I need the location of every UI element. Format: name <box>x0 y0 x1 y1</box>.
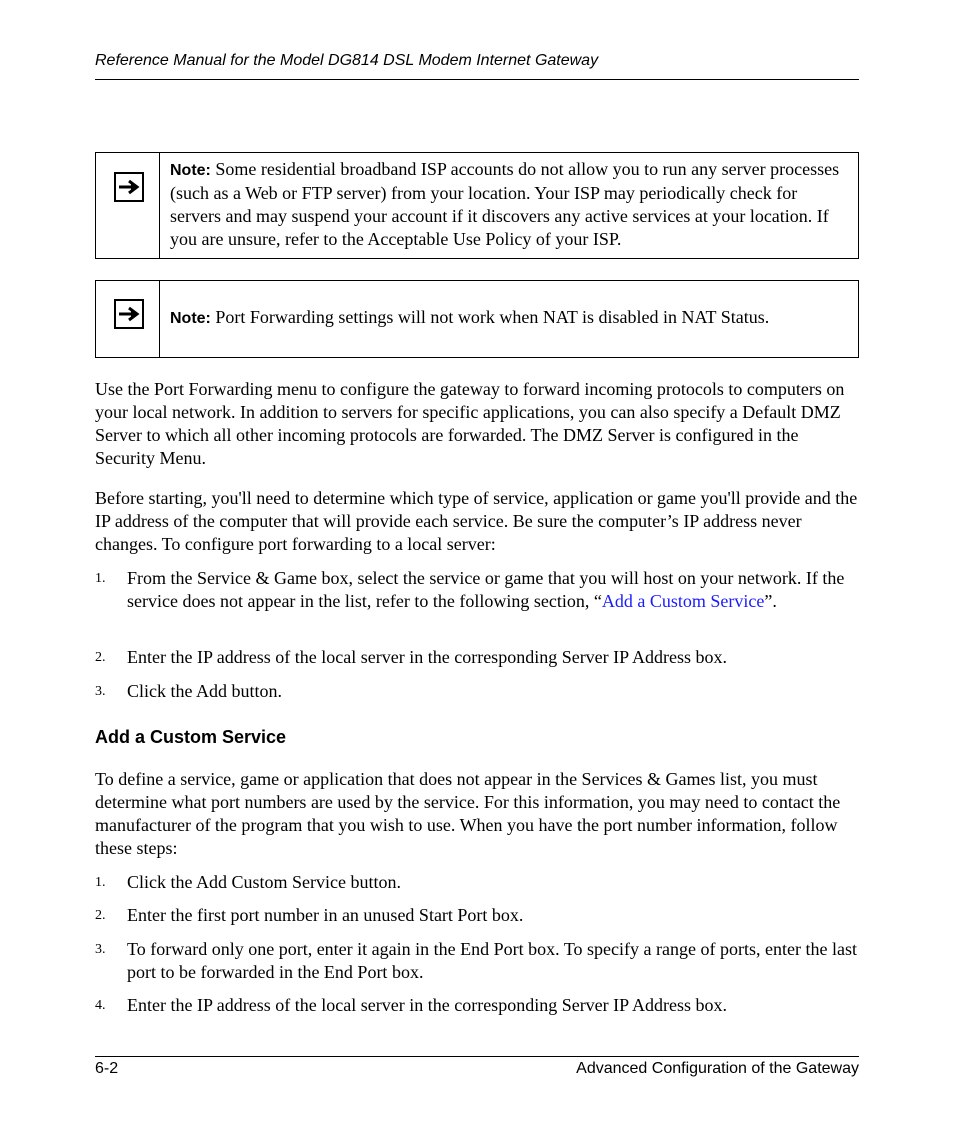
note-text <box>160 281 777 357</box>
step-item <box>95 994 859 1017</box>
step-number: 2. <box>95 650 106 665</box>
note-icon-cell <box>96 153 160 258</box>
step-item <box>95 646 859 669</box>
chapter-title: Advanced Configuration of the Gateway <box>576 1060 859 1077</box>
arrow-right-icon <box>114 299 144 329</box>
step-text <box>127 567 859 613</box>
running-header: Reference Manual for the Model DG814 DSL Modem Internet Gateway <box>95 52 599 69</box>
step-number: 3. <box>95 684 106 699</box>
note-text <box>160 153 858 258</box>
step-text: Click the Add button. <box>127 681 282 701</box>
step-text: Click the Add Custom Service button. <box>127 872 401 892</box>
step-text: Enter the first port number in an unused Start Port box. <box>127 905 524 925</box>
note-box-isp <box>95 152 859 259</box>
note-body: Port Forwarding settings will not work when NAT is disabled in NAT Status. <box>210 307 770 327</box>
step-item <box>95 680 859 703</box>
footer-rule <box>95 1056 859 1057</box>
paragraph-before-starting: Before starting, you'll need to determine which type of service, application or game you'll provide and the IP address of the computer that will provide each service. Be sure the computer’s IP address never changes. To configure port forwarding to a local server: <box>95 488 858 554</box>
note-body: Some residential broadband ISP accounts do not allow you to run any server processes (such as a Web or FTP server) from your location. Your ISP may periodically check for servers and may suspend your account if it discovers any active services at your location. If you are unsure, refer to the Acceptable Use Policy of your ISP. <box>170 159 840 249</box>
step-item <box>95 904 859 927</box>
page-number: 6-2 <box>95 1060 119 1077</box>
step-item <box>95 871 859 894</box>
paragraph-custom-service: To define a service, game or application that does not appear in the Services & Games list, you must determine what port numbers are used by the service. For this information, you may need to contact the manufacturer of the program that you wish to use. When you have the port number information, follow these steps: <box>95 769 841 858</box>
paragraph-port-forwarding: Use the Port Forwarding menu to configure the gateway to forward incoming protocols to computers on your local network. In addition to servers for specific applications, you can also specify a Default DMZ Server to which all other incoming protocols are forwarded. The DMZ Server is configured in the Security Menu. <box>95 379 845 468</box>
note-label: Note: <box>170 162 211 179</box>
step-item <box>95 567 859 613</box>
note-label: Note: <box>170 310 211 327</box>
step-text: Enter the IP address of the local server in the corresponding Server IP Address box. <box>127 647 728 667</box>
step-item <box>95 938 859 984</box>
note-box-nat <box>95 280 859 358</box>
step-number: 1. <box>95 571 106 586</box>
step-text: To forward only one port, enter it again in the End Port box. To specify a range of ports, enter the last port to be forwarded in the End Port box. <box>127 939 857 982</box>
header-rule <box>95 79 859 80</box>
note-icon-cell <box>96 281 160 357</box>
step-number: 2. <box>95 908 106 923</box>
step-text: Enter the IP address of the local server in the corresponding Server IP Address box. <box>127 995 728 1015</box>
section-heading: Add a Custom Service <box>95 727 287 747</box>
step-text-part: ”. <box>764 591 777 611</box>
arrow-right-icon <box>114 172 144 202</box>
step-number: 4. <box>95 998 106 1013</box>
step-number: 1. <box>95 875 106 890</box>
add-custom-service-link[interactable]: Add a Custom Service <box>601 591 765 611</box>
step-text-part: From the Service & Game box, select the service or game that you will host on your network. If the service does not appear in the list, refer to the following section, “ <box>127 568 845 611</box>
step-number: 3. <box>95 942 106 957</box>
